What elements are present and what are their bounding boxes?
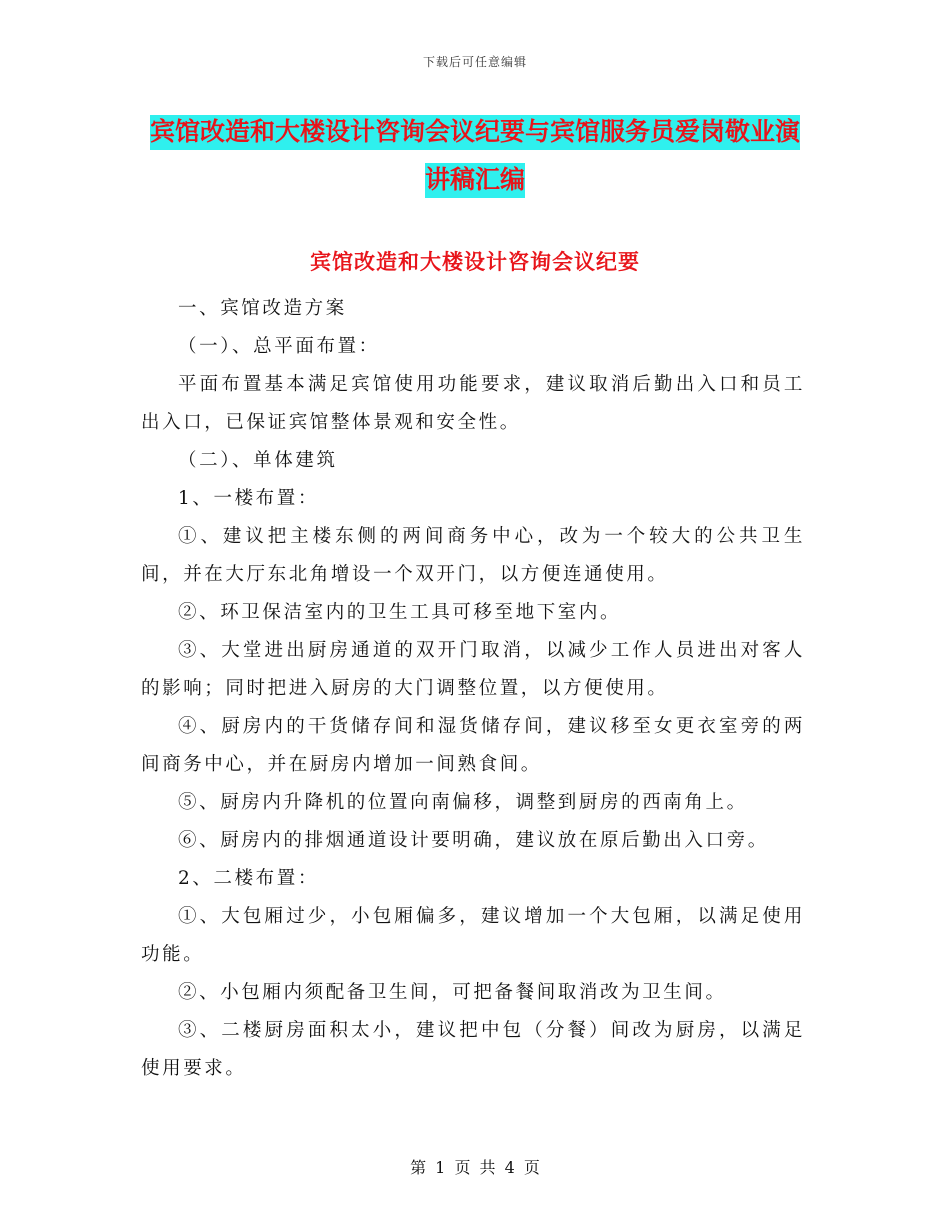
paragraph: ①、大包厢过少，小包厢偏多，建议增加一个大包厢，以满足使用功能。 — [141, 906, 805, 965]
paragraph: （一）、总平面布置： — [178, 336, 380, 357]
paragraph: ⑥、厨房内的排烟通道设计要明确，建议放在原后勤出入口旁。 — [178, 830, 769, 851]
header-note: 下载后可任意编辑 — [422, 55, 527, 69]
paragraph: 一、宾馆改造方案 — [178, 298, 347, 319]
page-footer: 第 1 页 共 4 页 — [410, 1158, 540, 1177]
paragraph: 2、二楼布置： — [178, 868, 319, 889]
paragraph: ②、小包厢内须配备卫生间，可把备餐间取消改为卫生间。 — [178, 982, 727, 1003]
paragraph: ②、环卫保洁室内的卫生工具可移至地下室内。 — [178, 602, 622, 623]
paragraph: （二）、单体建筑 — [178, 450, 338, 471]
paragraph: ④、厨房内的干货储存间和湿货储存间，建议移至女更衣室旁的两间商务中心，并在厨房内增加一间熟食间。 — [141, 716, 805, 775]
paragraph: ③、二楼厨房面积太小，建议把中包（分餐）间改为厨房，以满足使用要求。 — [141, 1020, 805, 1079]
document-title-highlight: 宾馆改造和大楼设计咨询会议纪要与宾馆服务员爱岗敬业演讲稿汇编 — [150, 115, 800, 198]
paragraph: 1、一楼布置： — [178, 488, 319, 509]
paragraph: ③、大堂进出厨房通道的双开门取消，以减少工作人员进出对客人的影响；同时把进入厨房的大门调整位置，以方便使用。 — [141, 640, 805, 699]
paragraph: 平面布置基本满足宾馆使用功能要求，建议取消后勤出入口和员工出入口，已保证宾馆整体景观和安全性。 — [141, 374, 805, 433]
section-title: 宾馆改造和大楼设计咨询会议纪要 — [310, 249, 640, 274]
body-text — [141, 290, 805, 1088]
paragraph: ⑤、厨房内升降机的位置向南偏移，调整到厨房的西南角上。 — [178, 792, 748, 813]
paragraph: ①、建议把主楼东侧的两间商务中心，改为一个较大的公共卫生间，并在大厅东北角增设一个双开门，以方便连通使用。 — [141, 526, 805, 585]
document-title — [140, 108, 810, 204]
